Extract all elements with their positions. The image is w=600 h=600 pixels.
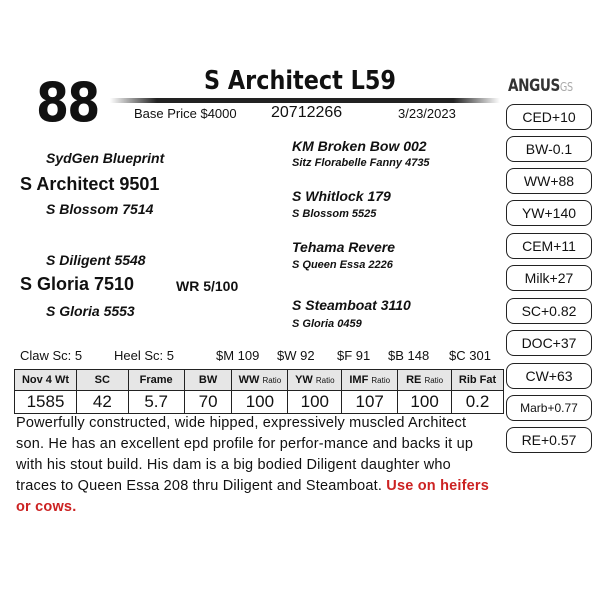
sire-dam: S Blossom 7514 — [46, 201, 154, 217]
base-price: Base Price $4000 — [134, 106, 237, 121]
right-ped-1-name: KM Broken Bow 002 — [292, 138, 427, 154]
dam-dam: S Gloria 5553 — [46, 303, 135, 319]
epd-sc: SC+0.82 — [506, 298, 592, 324]
epd-ww: WW+88 — [506, 168, 592, 194]
epd-yw: YW+140 — [506, 200, 592, 226]
angus-logo — [508, 76, 573, 96]
lot-number: 88 — [36, 71, 99, 134]
epd-ced: CED+10 — [506, 104, 592, 130]
right-ped-3-dam: S Queen Essa 2226 — [292, 259, 393, 271]
table-row — [15, 391, 504, 414]
logo-sub: GS — [559, 80, 573, 94]
epd-bw: BW-0.1 — [506, 136, 592, 162]
description-highlight: Use on heifers or cows. — [16, 478, 490, 515]
cell-re-ratio: 100 — [398, 391, 452, 414]
table-header-row — [15, 370, 504, 391]
cell-yw-ratio: 100 — [288, 391, 342, 414]
epd-cem: CEM+11 — [506, 233, 592, 259]
cell-weight: 1585 — [15, 391, 77, 414]
logo-main: ANGUS — [508, 76, 560, 96]
index-w: $W 92 — [277, 348, 315, 363]
col-header: YW Ratio — [288, 370, 342, 391]
right-ped-3-name: Tehama Revere — [292, 239, 395, 255]
description — [16, 413, 494, 518]
right-ped-2-name: S Whitlock 179 — [292, 188, 391, 204]
right-ped-1-dam: Sitz Florabelle Fanny 4735 — [292, 157, 430, 169]
index-f: $F 91 — [337, 348, 371, 363]
col-header: Frame — [128, 370, 184, 391]
col-header: BW — [184, 370, 232, 391]
wr-ratio: WR 5/100 — [176, 278, 239, 294]
cell-rib-fat: 0.2 — [452, 391, 504, 414]
heel-score: Heel Sc: 5 — [114, 348, 174, 363]
sire: S Architect 9501 — [20, 174, 160, 194]
cell-imf-ratio: 107 — [342, 391, 398, 414]
right-ped-2-dam: S Blossom 5525 — [292, 208, 377, 220]
index-c: $C 301 — [449, 348, 491, 363]
col-header: SC — [77, 370, 129, 391]
sire-sire: SydGen Blueprint — [46, 150, 165, 166]
index-b: $B 148 — [388, 348, 430, 363]
col-header: IMF Ratio — [342, 370, 398, 391]
right-ped-4-name: S Steamboat 3110 — [292, 297, 411, 313]
cell-sc: 42 — [77, 391, 129, 414]
description-text: Powerfully constructed, wide hipped, expressively muscled Architect son. He has an excellent epd profile for perfor-mance and backs it up with his stout build. His dam is a big bodied Diligent daughter who traces to Queen Essa 208 thru Diligent and Steamboat. — [16, 415, 474, 494]
animal-name: S Architect L59 — [203, 66, 396, 96]
col-header: Rib Fat — [452, 370, 504, 391]
index-m: $M 109 — [216, 348, 260, 363]
epd-doc: DOC+37 — [506, 330, 592, 356]
performance-table — [14, 369, 504, 414]
col-header: Nov 4 Wt — [15, 370, 77, 391]
sale-date: 3/23/2023 — [398, 106, 456, 121]
cell-frame: 5.7 — [128, 391, 184, 414]
right-ped-4-dam: S Gloria 0459 — [292, 318, 362, 330]
epd-cw: CW+63 — [506, 363, 592, 389]
epd-marb: Marb+0.77 — [506, 395, 592, 421]
epd-milk: Milk+27 — [506, 265, 592, 291]
claw-score: Claw Sc: 5 — [20, 348, 83, 363]
header-rule — [110, 98, 500, 103]
epd-re: RE+0.57 — [506, 427, 592, 453]
cell-bw: 70 — [184, 391, 232, 414]
dam: S Gloria 7510 — [20, 274, 135, 294]
registration-number: 20712266 — [271, 104, 343, 121]
dam-sire: S Diligent 5548 — [46, 252, 146, 268]
col-header: RE Ratio — [398, 370, 452, 391]
col-header: WW Ratio — [232, 370, 288, 391]
cell-ww-ratio: 100 — [232, 391, 288, 414]
